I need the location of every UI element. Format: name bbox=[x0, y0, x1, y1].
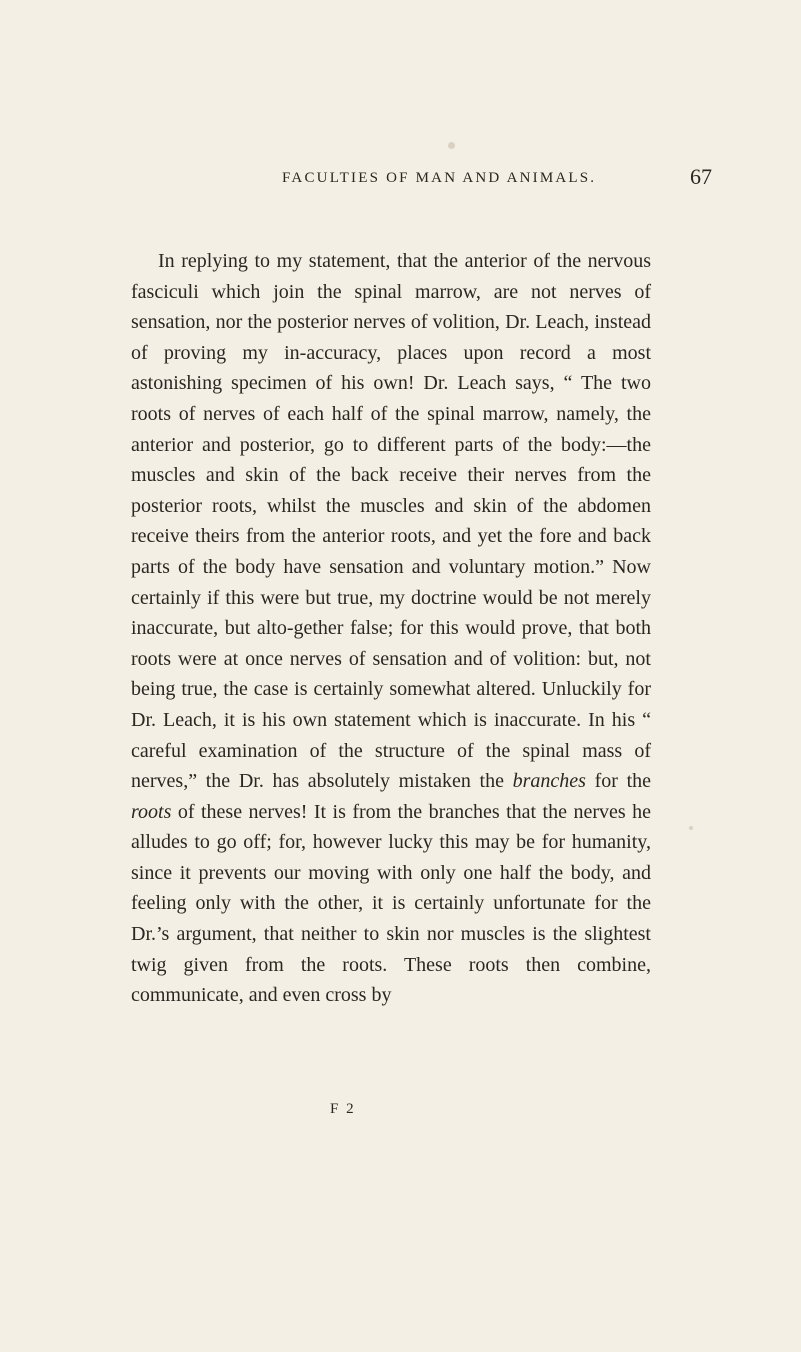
signature-mark: F 2 bbox=[330, 1101, 356, 1117]
italic-roots: roots bbox=[131, 800, 172, 823]
body-text-part-2: for the bbox=[594, 770, 652, 793]
paper-speck bbox=[448, 142, 455, 149]
paper-speck bbox=[689, 826, 693, 830]
body-paragraph bbox=[131, 246, 651, 1011]
body-text-part-3: of these nerves! It is from the branches that the nerves he alludes to go off; for, however lucky this may be for humanity, since it prevents our moving with only one half the body, and feeling only with the other, it is certainly unfortunate for the Dr.’s argument, that neither to skin nor muscles is the slightest twig given from the roots. These roots then combine, communicate, and even cross by bbox=[131, 800, 651, 1007]
italic-branches: branches bbox=[512, 770, 586, 793]
page-number: 67 bbox=[690, 164, 712, 189]
page-header bbox=[262, 164, 712, 202]
running-head: FACULTIES OF MAN AND ANIMALS. bbox=[282, 170, 597, 186]
body-text-part-1: In replying to my statement, that the anterior of the nervous fasciculi which join the spinal marrow, are not nerves of sensation, nor the posterior nerves of volition, Dr. Leach, instead of proving my in-accuracy, places upon record a most astonishing specimen of his own! Dr. Leach says, “ The two roots of nerves of each half of the spinal marrow, namely, the anterior and posterior, go to different parts of the body:—the muscles and skin of the back receive their nerves from the posterior roots, whilst the muscles and skin of the abdomen receive theirs from the anterior roots, and yet the fore and back parts of the body have sensation and voluntary motion.” Now certainly if this were but true, my doctrine would be not merely inaccurate, but alto-gether false; for this would prove, that both roots were at once nerves of sensation and of volition: but, not being true, the case is certainly somewhat altered. Unluckily for Dr. Leach, it is his own statement which is inaccurate. In his “ careful examination of the structure of the spinal mass of nerves,” the Dr. has absolutely mistaken the bbox=[131, 250, 651, 793]
